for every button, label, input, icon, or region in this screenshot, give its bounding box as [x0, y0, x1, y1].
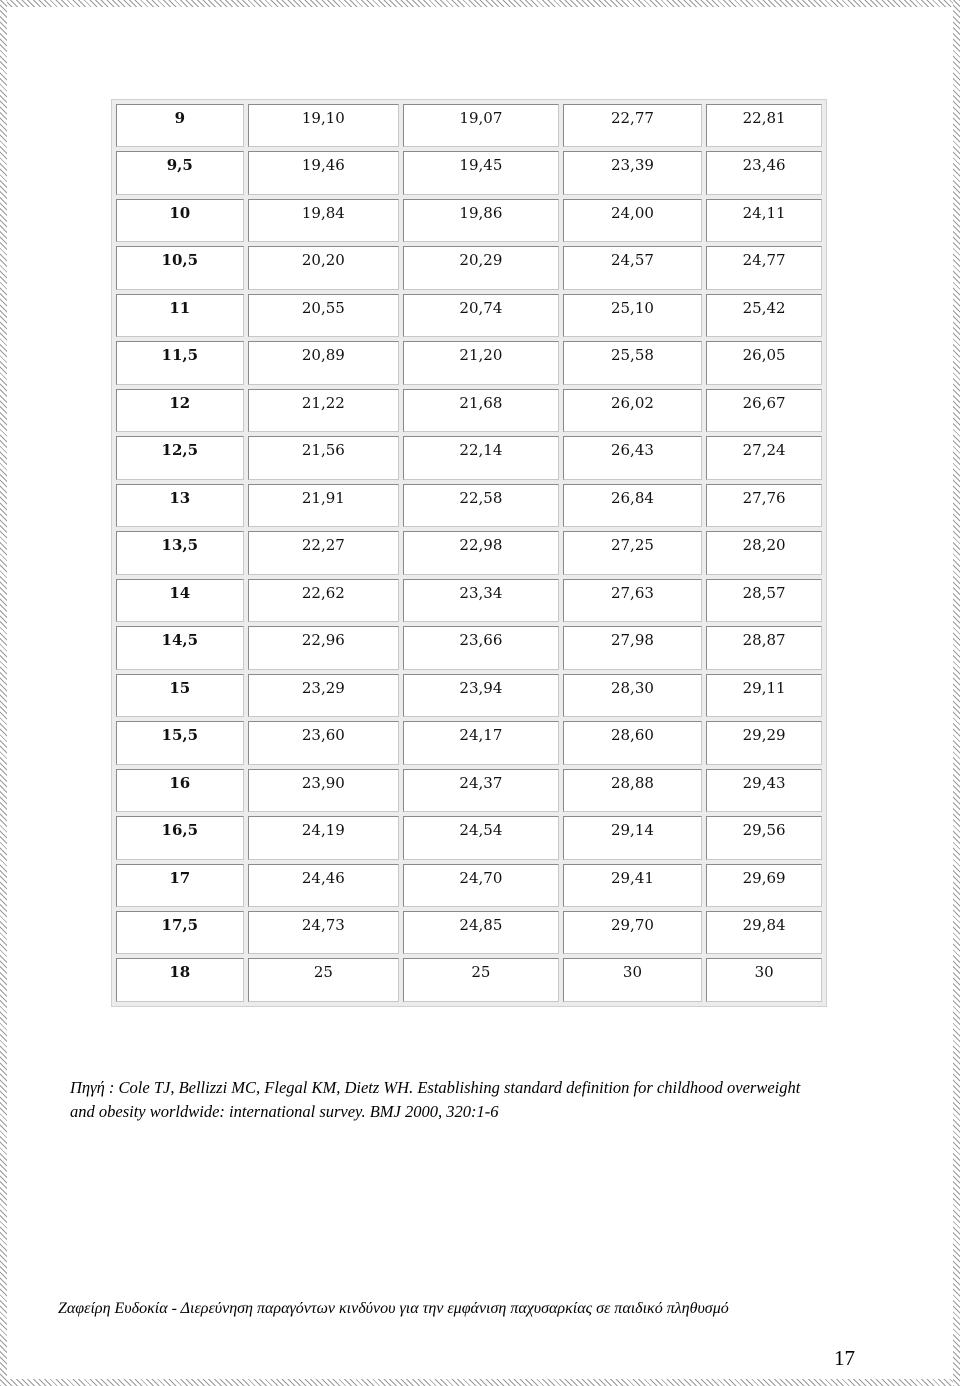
value-cell: 29,56 — [706, 816, 822, 859]
table-row — [116, 626, 822, 669]
value-cell: 22,98 — [403, 531, 559, 574]
value-cell: 30 — [706, 958, 822, 1002]
source-citation — [70, 1076, 900, 1124]
value-cell: 19,07 — [403, 104, 559, 147]
table-row — [116, 816, 822, 859]
value-cell: 21,20 — [403, 341, 559, 384]
value-cell: 26,67 — [706, 389, 822, 432]
table-row — [116, 769, 822, 812]
page-number: 17 — [834, 1346, 855, 1370]
value-cell: 20,74 — [403, 294, 559, 337]
age-cell: 17,5 — [116, 911, 244, 954]
value-cell: 29,43 — [706, 769, 822, 812]
value-cell: 26,43 — [563, 436, 703, 479]
source-line-2: and obesity worldwide: international survey. BMJ 2000, 320:1-6 — [70, 1102, 499, 1121]
value-cell: 26,05 — [706, 341, 822, 384]
value-cell: 24,85 — [403, 911, 559, 954]
value-cell: 22,81 — [706, 104, 822, 147]
value-cell: 27,63 — [563, 579, 703, 622]
table-row — [116, 199, 822, 242]
age-cell: 11,5 — [116, 341, 244, 384]
age-cell: 9 — [116, 104, 244, 147]
page-border-right — [953, 0, 960, 1386]
value-cell: 27,24 — [706, 436, 822, 479]
page-border-left — [0, 0, 7, 1386]
value-cell: 23,29 — [248, 674, 400, 717]
value-cell: 24,77 — [706, 246, 822, 289]
value-cell: 28,88 — [563, 769, 703, 812]
value-cell: 19,84 — [248, 199, 400, 242]
table-row — [116, 246, 822, 289]
age-cell: 15,5 — [116, 721, 244, 764]
page-footer: Ζαφείρη Ευδοκία - Διερεύνηση παραγόντων κινδύνου για την εμφάνιση παχυσαρκίας σε παιδικό πληθυσμό — [58, 1300, 729, 1317]
age-cell: 14 — [116, 579, 244, 622]
value-cell: 24,17 — [403, 721, 559, 764]
table-row — [116, 389, 822, 432]
value-cell: 25,10 — [563, 294, 703, 337]
value-cell: 19,45 — [403, 151, 559, 194]
value-cell: 22,58 — [403, 484, 559, 527]
value-cell: 28,30 — [563, 674, 703, 717]
value-cell: 24,54 — [403, 816, 559, 859]
table-row — [116, 294, 822, 337]
value-cell: 29,84 — [706, 911, 822, 954]
value-cell: 23,60 — [248, 721, 400, 764]
value-cell: 21,22 — [248, 389, 400, 432]
table-row — [116, 104, 822, 147]
value-cell: 25,42 — [706, 294, 822, 337]
value-cell: 30 — [563, 958, 703, 1002]
age-cell: 14,5 — [116, 626, 244, 669]
value-cell: 26,84 — [563, 484, 703, 527]
value-cell: 24,70 — [403, 864, 559, 907]
value-cell: 19,86 — [403, 199, 559, 242]
source-line-1: Πηγή : Cole TJ, Bellizzi MC, Flegal KM, Dietz WH. Establishing standard definition for childhood overweight — [70, 1078, 801, 1097]
age-cell: 16,5 — [116, 816, 244, 859]
value-cell: 19,46 — [248, 151, 400, 194]
table-row — [116, 674, 822, 717]
value-cell: 22,62 — [248, 579, 400, 622]
value-cell: 24,57 — [563, 246, 703, 289]
value-cell: 28,87 — [706, 626, 822, 669]
value-cell: 28,60 — [563, 721, 703, 764]
value-cell: 22,96 — [248, 626, 400, 669]
value-cell: 23,90 — [248, 769, 400, 812]
value-cell: 25 — [248, 958, 400, 1002]
page-border-top — [0, 0, 960, 7]
age-cell: 12 — [116, 389, 244, 432]
value-cell: 27,76 — [706, 484, 822, 527]
table-row — [116, 341, 822, 384]
value-cell: 26,02 — [563, 389, 703, 432]
table-body — [116, 104, 822, 1002]
value-cell: 22,77 — [563, 104, 703, 147]
table-row — [116, 864, 822, 907]
value-cell: 28,57 — [706, 579, 822, 622]
value-cell: 27,98 — [563, 626, 703, 669]
table-row — [116, 958, 822, 1002]
age-cell: 12,5 — [116, 436, 244, 479]
value-cell: 29,41 — [563, 864, 703, 907]
value-cell: 19,10 — [248, 104, 400, 147]
value-cell: 20,89 — [248, 341, 400, 384]
value-cell: 27,25 — [563, 531, 703, 574]
table-row — [116, 151, 822, 194]
value-cell: 22,14 — [403, 436, 559, 479]
age-cell: 10 — [116, 199, 244, 242]
value-cell: 24,11 — [706, 199, 822, 242]
value-cell: 21,91 — [248, 484, 400, 527]
value-cell: 29,69 — [706, 864, 822, 907]
value-cell: 23,34 — [403, 579, 559, 622]
value-cell: 22,27 — [248, 531, 400, 574]
age-cell: 15 — [116, 674, 244, 717]
age-cell: 13,5 — [116, 531, 244, 574]
value-cell: 21,68 — [403, 389, 559, 432]
age-cell: 17 — [116, 864, 244, 907]
value-cell: 25,58 — [563, 341, 703, 384]
table-row — [116, 911, 822, 954]
value-cell: 24,19 — [248, 816, 400, 859]
value-cell: 23,39 — [563, 151, 703, 194]
value-cell: 23,46 — [706, 151, 822, 194]
value-cell: 21,56 — [248, 436, 400, 479]
value-cell: 20,55 — [248, 294, 400, 337]
page-border-bottom — [0, 1379, 960, 1386]
table-row — [116, 579, 822, 622]
age-cell: 11 — [116, 294, 244, 337]
bmi-cutoff-table — [111, 99, 827, 1007]
value-cell: 29,14 — [563, 816, 703, 859]
value-cell: 20,29 — [403, 246, 559, 289]
table-row — [116, 484, 822, 527]
value-cell: 28,20 — [706, 531, 822, 574]
value-cell: 24,46 — [248, 864, 400, 907]
table-row — [116, 531, 822, 574]
value-cell: 23,66 — [403, 626, 559, 669]
age-cell: 18 — [116, 958, 244, 1002]
value-cell: 29,11 — [706, 674, 822, 717]
value-cell: 24,37 — [403, 769, 559, 812]
table-row — [116, 721, 822, 764]
value-cell: 20,20 — [248, 246, 400, 289]
value-cell: 29,70 — [563, 911, 703, 954]
value-cell: 24,73 — [248, 911, 400, 954]
value-cell: 29,29 — [706, 721, 822, 764]
table-row — [116, 436, 822, 479]
age-cell: 16 — [116, 769, 244, 812]
age-cell: 10,5 — [116, 246, 244, 289]
value-cell: 24,00 — [563, 199, 703, 242]
value-cell: 23,94 — [403, 674, 559, 717]
age-cell: 13 — [116, 484, 244, 527]
age-cell: 9,5 — [116, 151, 244, 194]
value-cell: 25 — [403, 958, 559, 1002]
